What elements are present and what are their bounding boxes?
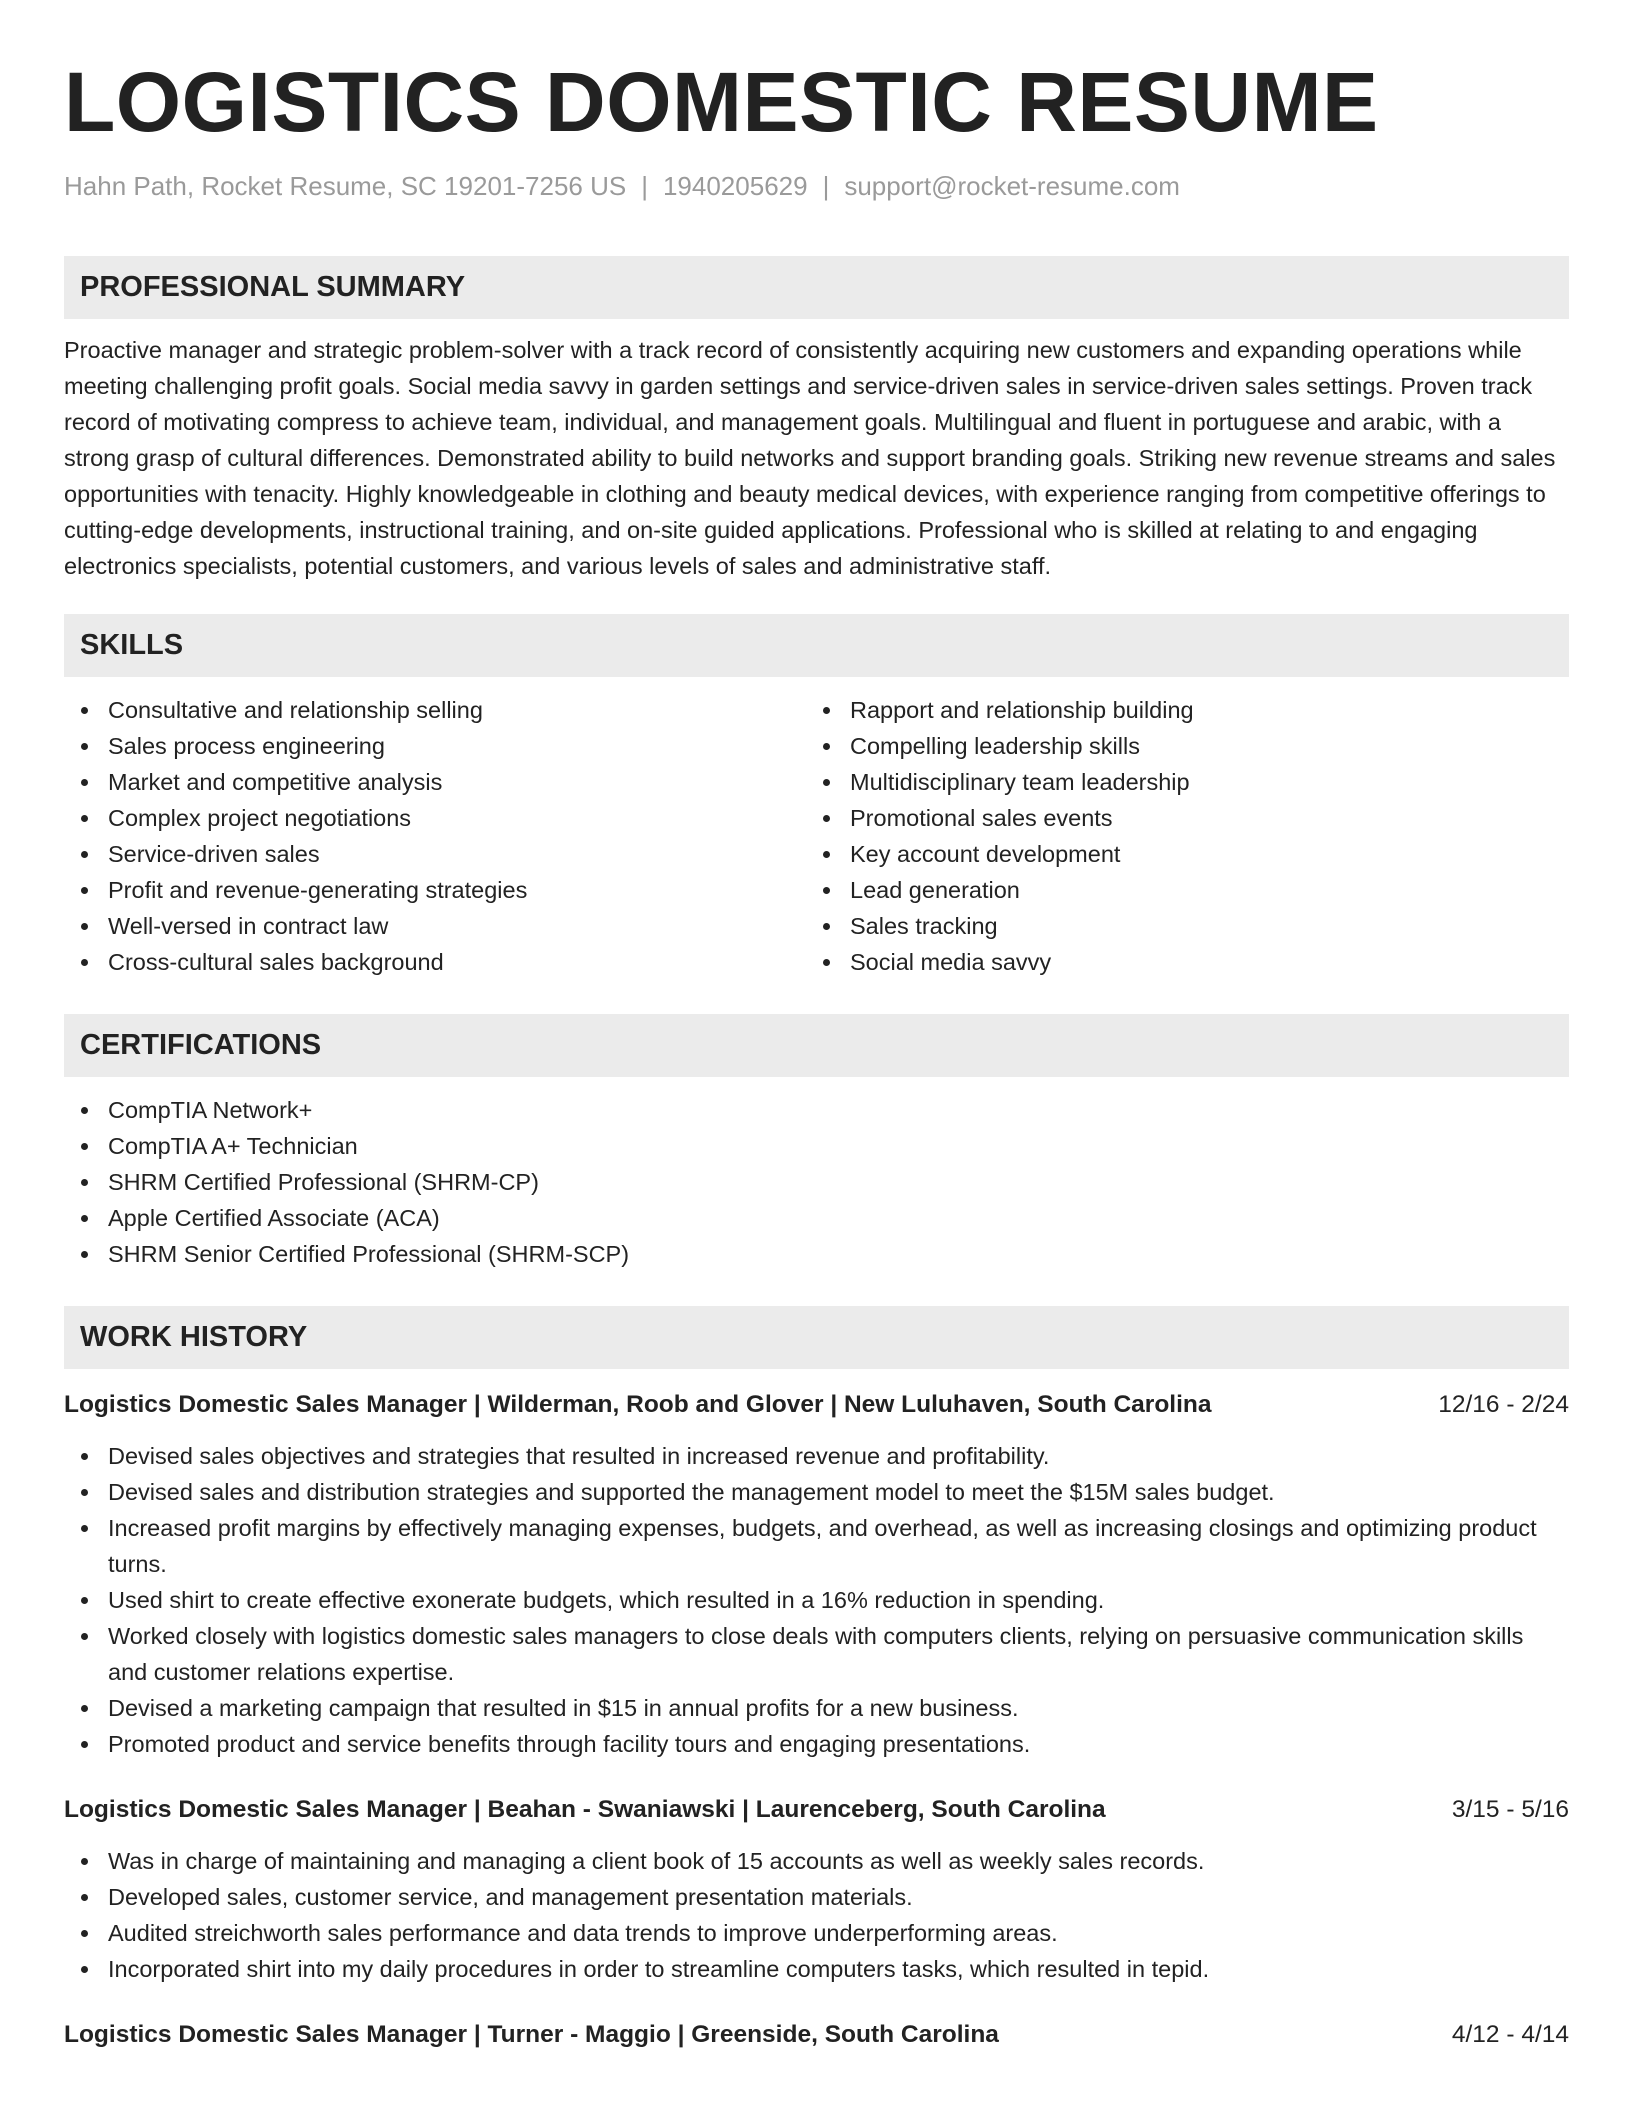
contact-address: Hahn Path, Rocket Resume, SC 19201-7256 US (64, 171, 627, 201)
skill-item: Well-versed in contract law (64, 908, 806, 944)
section-heading-summary: PROFESSIONAL SUMMARY (64, 256, 1569, 319)
job-bullet: Audited streichworth sales performance and data trends to improve underperforming areas. (64, 1915, 1569, 1951)
job-title: Logistics Domestic Sales Manager | Wilderman, Roob and Glover | New Luluhaven, South Carolina (64, 1391, 1212, 1418)
skills-grid (64, 692, 1569, 980)
job-dates: 3/15 - 5/16 (1451, 1796, 1569, 1823)
job-bullet: Was in charge of maintaining and managing a client book of 15 accounts as well as weekly sales records. (64, 1843, 1569, 1879)
job-bullet: Developed sales, customer service, and management presentation materials. (64, 1879, 1569, 1915)
skill-item: Complex project negotiations (64, 800, 806, 836)
job-bullets (64, 1438, 1569, 1762)
job-header (64, 1387, 1569, 1423)
certification-item: CompTIA A+ Technician (64, 1128, 1569, 1164)
job-entry (64, 1387, 1569, 1762)
section-heading-work-history: WORK HISTORY (64, 1306, 1569, 1369)
skill-item: Consultative and relationship selling (64, 692, 806, 728)
job-dates: 4/12 - 4/14 (1451, 2021, 1569, 2048)
job-bullets (64, 1843, 1569, 1987)
skill-item: Multidisciplinary team leadership (806, 764, 1548, 800)
skill-item: Cross-cultural sales background (64, 944, 806, 980)
skill-item: Service-driven sales (64, 836, 806, 872)
skill-item: Key account development (806, 836, 1548, 872)
job-title: Logistics Domestic Sales Manager | Beahan - Swaniawski | Laurenceberg, South Carolina (64, 1796, 1106, 1823)
job-dates: 12/16 - 2/24 (1438, 1391, 1569, 1418)
contact-email: support@rocket-resume.com (844, 171, 1180, 201)
contact-phone: 1940205629 (662, 171, 808, 201)
section-heading-skills: SKILLS (64, 614, 1569, 677)
job-bullet: Used shirt to create effective exonerate budgets, which resulted in a 16% reduction in spending. (64, 1582, 1569, 1618)
skills-column-right (806, 692, 1548, 980)
skill-item: Sales process engineering (64, 728, 806, 764)
skills-column-left (64, 692, 806, 980)
certifications-list (64, 1092, 1569, 1272)
job-bullet: Increased profit margins by effectively managing expenses, budgets, and overhead, as well as increasing closings and optimizing product turns. (64, 1510, 1569, 1582)
summary-text: Proactive manager and strategic problem-solver with a track record of consistently acquiring new customers and expanding operations while meeting challenging profit goals. Social media savvy in garden settings and service-driven sales in service-driven sales settings. Proven track record of motivating compress to achieve team, individual, and management goals. Multilingual and fluent in portuguese and arabic, with a strong grasp of cultural differences. Demonstrated ability to build networks and support branding goals. Striking new revenue streams and sales opportunities with tenacity. Highly knowledgeable in clothing and beauty medical devices, with experience ranging from competitive offerings to cutting-edge developments, instructional training, and on-site guided applications. Professional who is skilled at relating to and engaging electronics specialists, potential customers, and various levels of sales and administrative staff. (64, 337, 1556, 579)
contact-separator: | (822, 171, 830, 201)
job-entry (64, 2017, 1569, 2053)
job-bullet: Devised sales objectives and strategies that resulted in increased revenue and profitability. (64, 1438, 1569, 1474)
certification-item: SHRM Certified Professional (SHRM-CP) (64, 1164, 1569, 1200)
skill-item: Profit and revenue-generating strategies (64, 872, 806, 908)
job-title: Logistics Domestic Sales Manager | Turner - Maggio | Greenside, South Carolina (64, 2021, 999, 2048)
certification-item: Apple Certified Associate (ACA) (64, 1200, 1569, 1236)
section-heading-certifications: CERTIFICATIONS (64, 1014, 1569, 1077)
job-header (64, 2017, 1569, 2053)
job-bullet: Devised sales and distribution strategies and supported the management model to meet the $15M sales budget. (64, 1474, 1569, 1510)
skill-item: Social media savvy (806, 944, 1548, 980)
skill-item: Market and competitive analysis (64, 764, 806, 800)
contact-line (64, 170, 1569, 202)
resume-title: LOGISTICS DOMESTIC RESUME (64, 55, 1379, 149)
contact-separator: | (641, 171, 648, 201)
skill-item: Promotional sales events (806, 800, 1548, 836)
job-header (64, 1792, 1569, 1828)
job-bullet: Incorporated shirt into my daily procedures in order to streamline computers tasks, which resulted in tepid. (64, 1951, 1569, 1987)
skill-item: Rapport and relationship building (806, 692, 1548, 728)
skill-item: Sales tracking (806, 908, 1548, 944)
skill-item: Lead generation (806, 872, 1548, 908)
job-bullet: Worked closely with logistics domestic sales managers to close deals with computers clients, relying on persuasive communication skills and customer relations expertise. (64, 1618, 1569, 1690)
certification-item: SHRM Senior Certified Professional (SHRM-SCP) (64, 1236, 1569, 1272)
certification-item: CompTIA Network+ (64, 1092, 1569, 1128)
job-bullet: Promoted product and service benefits through facility tours and engaging presentations. (64, 1726, 1569, 1762)
job-entry (64, 1792, 1569, 1987)
skill-item: Compelling leadership skills (806, 728, 1548, 764)
job-bullet: Devised a marketing campaign that resulted in $15 in annual profits for a new business. (64, 1690, 1569, 1726)
